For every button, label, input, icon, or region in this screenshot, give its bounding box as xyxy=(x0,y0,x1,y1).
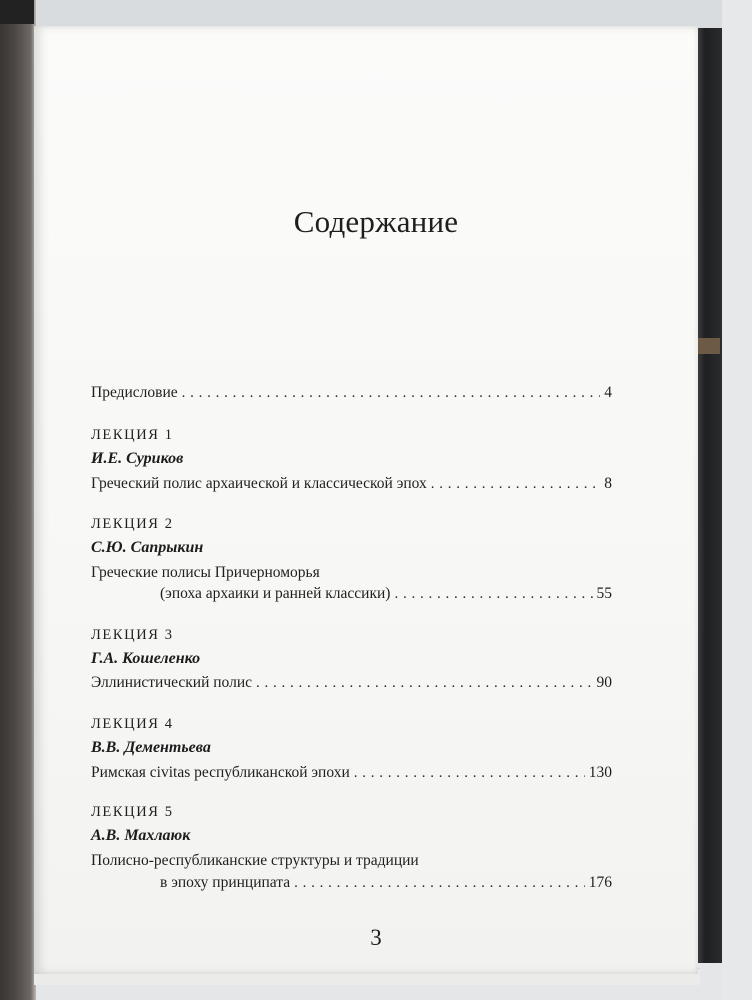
toc-entry-title: Эллинистический полис xyxy=(91,674,253,691)
lecture-author: С.Ю. Сапрыкин xyxy=(91,539,204,556)
page-title: Содержание xyxy=(293,204,459,239)
toc-entry-lecture-1[interactable] xyxy=(91,475,612,493)
lecture-heading: ЛЕКЦИЯ 5 xyxy=(91,804,174,820)
toc-entry-page: 176 xyxy=(588,874,612,891)
lecture-heading: ЛЕКЦИЯ 2 xyxy=(91,516,174,532)
leader-dots xyxy=(182,385,601,402)
lecture-heading: ЛЕКЦИЯ 3 xyxy=(91,627,174,643)
leader-dots xyxy=(294,875,585,892)
toc-entry-lecture-3[interactable] xyxy=(91,674,612,692)
toc-entry-page: 8 xyxy=(604,475,612,492)
toc-entry-preface[interactable] xyxy=(91,384,612,402)
toc-entry-title: в эпоху принципата xyxy=(160,874,291,891)
leader-dots xyxy=(394,586,592,603)
toc-entry-title: (эпоха архаики и ранней классики) xyxy=(160,585,391,602)
page-number: 3 xyxy=(370,925,382,950)
lecture-heading: ЛЕКЦИЯ 4 xyxy=(91,716,174,732)
leader-dots xyxy=(354,765,585,782)
lecture-author: Г.А. Кошеленко xyxy=(91,650,201,667)
toc-entry-page: 4 xyxy=(604,384,612,401)
lecture-author: А.В. Махлаюк xyxy=(91,827,191,844)
toc-entry-title: Предисловие xyxy=(91,384,178,401)
toc-entry-page: 130 xyxy=(588,764,612,781)
toc-entry-lecture-5[interactable] xyxy=(160,874,612,892)
toc-entry-page: 90 xyxy=(596,674,612,691)
toc-entry-title: Римская civitas республиканской эпохи xyxy=(91,764,350,781)
toc-entry-title-line[interactable]: Полисно-республиканские структуры и традиции xyxy=(91,852,419,869)
toc-entry-title-line[interactable]: Греческие полисы Причерноморья xyxy=(91,564,320,581)
toc-entry-title: Греческий полис архаической и классической эпох xyxy=(91,475,427,492)
lecture-heading: ЛЕКЦИЯ 1 xyxy=(91,427,174,443)
toc-entry-lecture-4[interactable] xyxy=(91,764,612,782)
toc-entry-lecture-2[interactable] xyxy=(160,585,612,603)
lecture-author: И.Е. Суриков xyxy=(91,450,184,467)
lecture-author: В.В. Дементьева xyxy=(91,739,211,756)
leader-dots xyxy=(256,675,592,692)
leader-dots xyxy=(431,476,600,493)
toc-entry-page: 55 xyxy=(596,585,612,602)
